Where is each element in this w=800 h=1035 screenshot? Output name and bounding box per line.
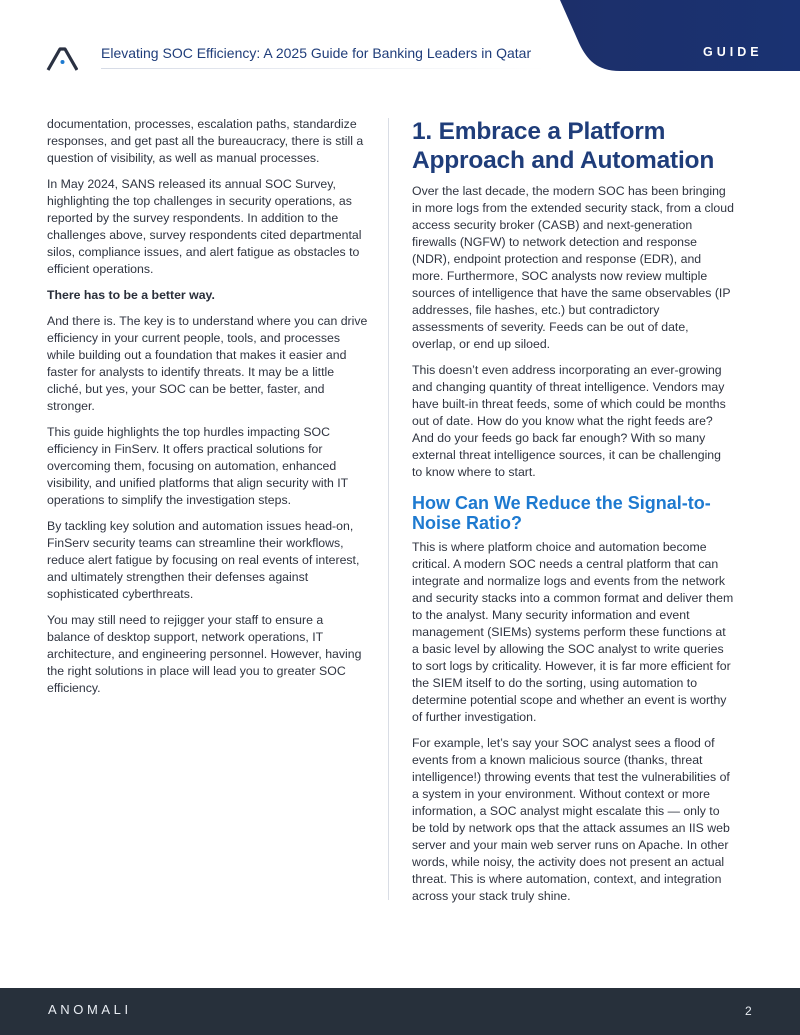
section-title: 1. Embrace a Platform Approach and Automation: [412, 118, 715, 174]
page-header: [0, 0, 800, 90]
document-title: Elevating SOC Efficiency: A 2025 Guide for Banking Leaders in Qatar: [101, 45, 532, 61]
paragraph: Over the last decade, the modern SOC has been bringing in more logs from the extended security stack, from a cloud access security broker (CASB) and next-generation firewalls (NGFW) to network detection and response (NDR), endpoint protection and response (EDR), and more. Furthermore, SOC analysts now review multiple sources of intelligence that have the same observables (IP addresses, file hashes, etc.) but contradictory assessments of severity. Feeds can be out of date, overlap, or end up siloed.: [412, 184, 734, 351]
subheading: How Can We Reduce the Signal-to-Noise Ratio?: [412, 493, 711, 533]
paragraph: This doesn’t even address incorporating an ever-growing and changing quantity of threat intelligence. Vendors may have built-in threat feeds, some of which could be months out of date. How do you know what the right feeds are? And do your feeds go back far enough? With so many external threat intelligence sources, it can be challenging to know where to start.: [412, 363, 726, 479]
emphasis-paragraph: There has to be a better way.: [47, 288, 215, 302]
paragraph: In May 2024, SANS released its annual SOC Survey, highlighting the top challenges in security operations, as reported by the survey respondents. In addition to the challenges above, survey respondents cited departmental silos, compliance issues, and alert fatigue as obstacles to efficient operations.: [47, 177, 362, 276]
header-divider: [101, 68, 546, 69]
document-type-tag: GUIDE: [703, 45, 763, 59]
right-column: [412, 116, 734, 914]
anomali-logo-icon: [46, 47, 78, 71]
page-number: 2: [745, 1004, 752, 1018]
paragraph: By tackling key solution and automation issues head-on, FinServ security teams can streamline their workflows, reduce alert fatigue by focusing on real events of interest, and ultimately strengthen their defenses against sophisticated cyberthreats.: [47, 519, 360, 601]
page-footer: [0, 988, 800, 1035]
paragraph: This guide highlights the top hurdles impacting SOC efficiency in FinServ. It offers practical solutions for overcoming them, focusing on automation, enhanced visibility, and unified platforms that align security with IT operations to simplify the investigation steps.: [47, 425, 348, 507]
column-divider: [388, 118, 389, 900]
paragraph: You may still need to rejigger your staff to ensure a balance of desktop support, network operations, IT architecture, and engineering personnel. However, having the right solutions in place will lead you to greater SOC efficiency.: [47, 613, 362, 695]
paragraph: documentation, processes, escalation paths, standardize responses, and get past all the bureaucracy, there is still a question of visibility, as well as manual processes.: [47, 117, 364, 165]
left-column: [47, 116, 369, 706]
paragraph: For example, let’s say your SOC analyst sees a flood of events from a known malicious source (thanks, threat intelligence!) throwing events that test the vulnerabilities of a system in your environment. Without context or more information, a SOC analyst might escalate this — only to be told by network ops that the attack assumes an IIS web server and your main web server runs on Apache. In other words, while noisy, the activity does not present an actual threat. This is where automation, context, and integration across your stack truly shine.: [412, 736, 730, 903]
paragraph: This is where platform choice and automation become critical. A modern SOC needs a central platform that can integrate and normalize logs and events from the network and security stacks into a common format and deliver them to the analyst. Many security information and event management (SIEMs) systems perform these functions at a basic level by allowing the SOC analyst to write queries to sort logs by criticality. However, it is far more efficient for the SIEM itself to do the sorting, using automation to determine potential scope and whether an event is worthy of further investigation.: [412, 540, 734, 724]
paragraph: And there is. The key is to understand where you can drive efficiency in your current people, tools, and processes while building out a foundation that makes it easier and faster for analysts to identify threats. It may be a little cliché, but yes, your SOC can be better, faster, and stronger.: [47, 314, 368, 413]
footer-brand-logo: ANOMALI: [48, 1002, 132, 1017]
header-band: [545, 0, 800, 71]
